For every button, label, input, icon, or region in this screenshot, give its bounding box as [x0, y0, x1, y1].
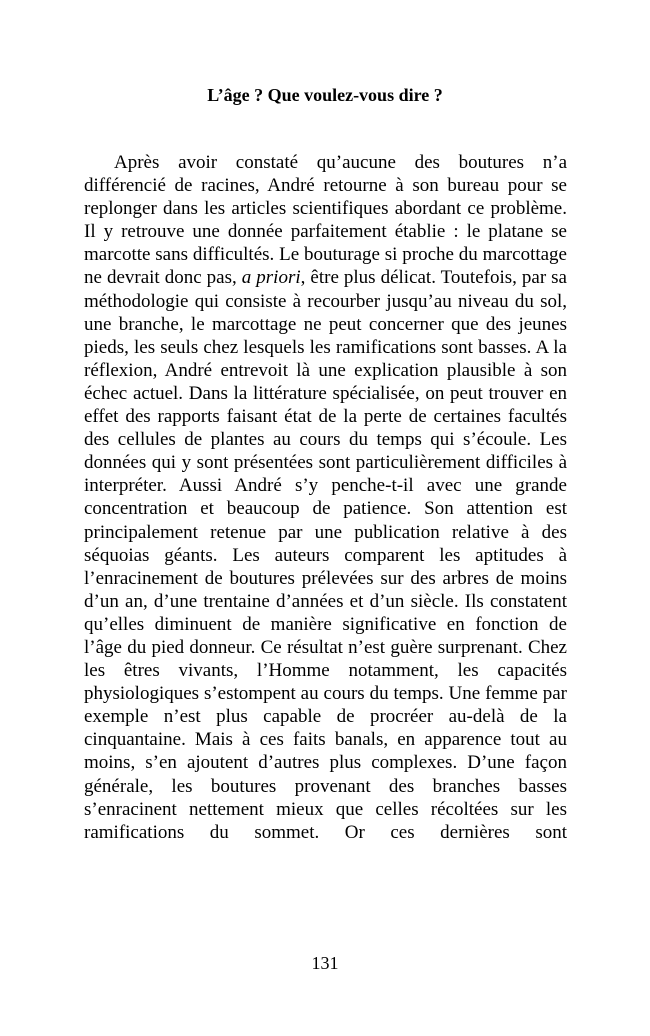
page-number: 131	[311, 953, 339, 973]
paragraph-text-part-2: , être plus délicat. Toutefois, par sa méthodologie qui consiste à recourber jusqu’au niveau du sol, une branche, le marcottage ne peut concerner que des jeunes pieds, les seuls chez lesquels les ramifications sont basses. A la réflexion, André entrevoit là une explication plausible à son échec actuel. Dans la littérature spécialisée, on peut trouver en effet des rapports faisant état de la perte de certaines facultés des cellules de plantes au cours du temps qui s’écoule. Les données qui y sont présentées sont particulièrement difficiles à interpréter. Aussi André s’y penche-t-il avec une grande concentration et beaucoup de patience. Son attention est principalement retenue par une publication relative à des séquoias géants. Les auteurs comparent les aptitudes à l’enracinement de boutures prélevées sur des arbres de moins d’un an, d’une trentaine d’années et d’un siècle. Ils constatent qu’elles diminuent de manière significative en fonction de l’âge du pied donneur. Ce résultat n’est guère surprenant. Chez les êtres vivants, l’Homme notamment, les capacités physiologiques s’estompent au cours du temps. Une femme par exemple n’est plus capable de procréer au-delà de la cinquantaine. Mais à ces faits banals, en apparence tout au moins, s’en ajoutent d’autres plus complexes. D’une façon générale, les boutures provenant des branches basses s’enracinent nettement mieux que celles récoltées sur les ramifications du sommet. Or ces dernières sont	[84, 267, 567, 843]
paragraph-text-part-1: Après avoir constaté qu’aucune des boutures n’a différencié de racines, André retourne à son bureau pour se replonger dans les articles scientifiques abordant ce problème. Il y retrouve une donnée parfaitement établie : le platane se marcotte sans difficultés. Le bouturage si proche du marcottage ne devrait donc pas,	[84, 152, 567, 289]
body-paragraph	[84, 151, 567, 844]
italic-phrase: a priori	[241, 267, 301, 289]
chapter-heading: L’âge ? Que voulez-vous dire ?	[207, 85, 443, 105]
